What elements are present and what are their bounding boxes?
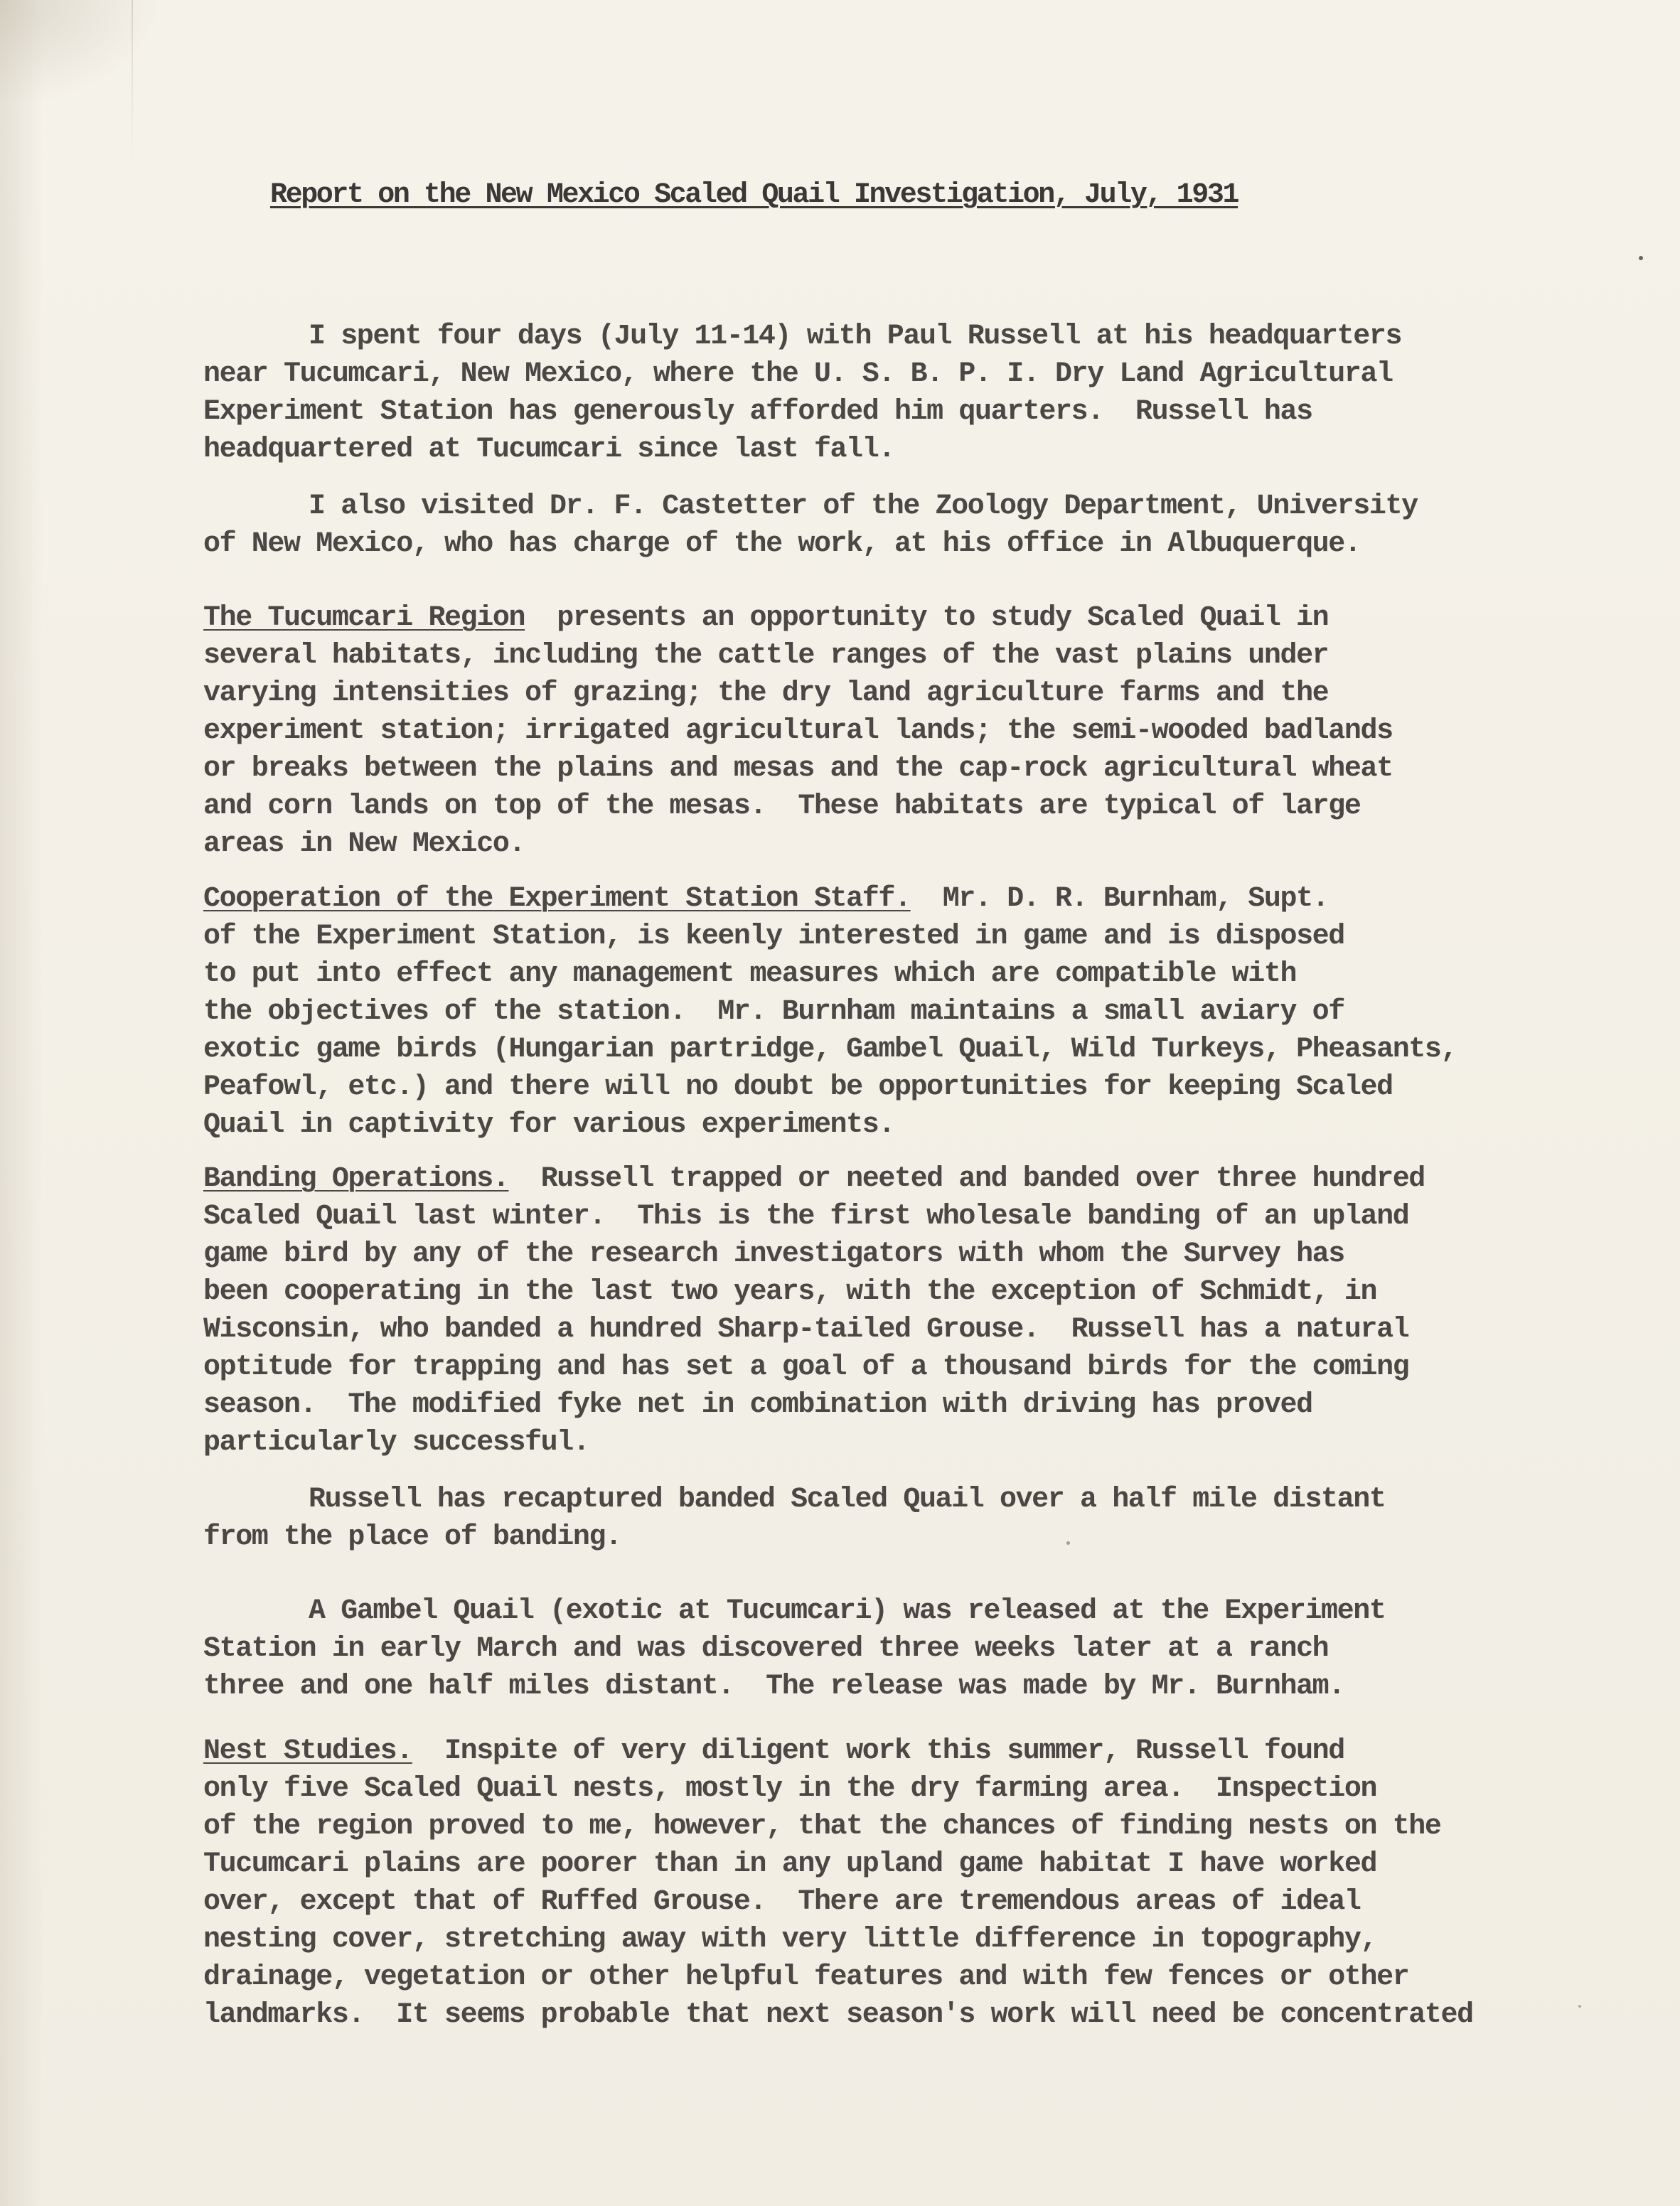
paragraph-line: Russell has recaptured banded Scaled Quail over a half mile distant — [309, 1484, 1386, 1516]
paragraph-line: experiment station; irrigated agricultural lands; the semi-wooded badlands — [203, 715, 1393, 747]
paragraph-line: or breaks between the plains and mesas and the cap-rock agricultural wheat — [203, 753, 1393, 785]
section-heading-cooperation: Cooperation of the Experiment Station Staff. — [203, 883, 911, 915]
paragraph-line: of the Experiment Station, is keenly interested in game and is disposed — [203, 921, 1344, 953]
paragraph-line: the objectives of the station. Mr. Burnham maintains a small aviary of — [203, 996, 1344, 1028]
paper-speck — [1066, 1541, 1070, 1545]
paragraph-line: of New Mexico, who has charge of the work, at his office in Albuquerque. — [203, 528, 1361, 560]
paragraph-nest-studies — [203, 1733, 1618, 2034]
paragraph-tucumcari-region — [203, 599, 1618, 863]
paragraph-line: I also visited Dr. F. Castetter of the Zoology Department, University — [309, 491, 1418, 523]
paragraph-recapture — [203, 1481, 1618, 1556]
section-heading-banding: Banding Operations. — [203, 1163, 509, 1195]
paragraph-line: Quail in captivity for various experiments. — [203, 1109, 894, 1141]
paragraph-line: only five Scaled Quail nests, mostly in the dry farming area. Inspection — [203, 1773, 1377, 1805]
paragraph-line: three and one half miles distant. The release was made by Mr. Burnham. — [203, 1671, 1344, 1703]
paragraph-line: and corn lands on top of the mesas. These habitats are typical of large — [203, 791, 1361, 823]
paper-crease — [132, 0, 133, 164]
paragraph-line: Scaled Quail last winter. This is the first wholesale banding of an upland — [203, 1201, 1409, 1233]
paragraph-line: Peafowl, etc.) and there will no doubt be opportunities for keeping Scaled — [203, 1071, 1393, 1103]
paragraph-line: headquartered at Tucumcari since last fall. — [203, 434, 894, 466]
paragraph-line: landmarks. It seems probable that next season's work will need be concentrated — [203, 1999, 1473, 2031]
section-heading-tucumcari-region: The Tucumcari Region — [203, 602, 525, 634]
paragraph-line: I spent four days (July 11-14) with Paul Russell at his headquarters — [309, 321, 1402, 353]
paragraph-line: been cooperating in the last two years, with the exception of Schmidt, in — [203, 1276, 1377, 1308]
paragraph-line: Experiment Station has generously afforded him quarters. Russell has — [203, 396, 1312, 428]
paragraph-banding-operations — [203, 1160, 1618, 1462]
paragraph-line: The Tucumcari Region presents an opportunity to study Scaled Quail in — [203, 602, 1329, 634]
section-heading-nest-studies: Nest Studies. — [203, 1735, 412, 1767]
paragraph-intro — [203, 318, 1618, 468]
paragraph-line: varying intensities of grazing; the dry land agriculture farms and the — [203, 678, 1329, 710]
paragraph-line: to put into effect any management measures which are compatible with — [203, 958, 1297, 990]
paragraph-line: A Gambel Quail (exotic at Tucumcari) was released at the Experiment — [309, 1595, 1386, 1627]
paragraph-line: exotic game birds (Hungarian partridge, Gambel Quail, Wild Turkeys, Pheasants, — [203, 1034, 1457, 1066]
paragraph-line: of the region proved to me, however, that the chances of finding nests on the — [203, 1811, 1441, 1843]
paragraph-line: Nest Studies. Inspite of very diligent work this summer, Russell found — [203, 1735, 1344, 1767]
paragraph-line: Station in early March and was discovered three weeks later at a ranch — [203, 1633, 1329, 1665]
paragraph-station-cooperation — [203, 880, 1618, 1144]
paragraph-line: particularly successful. — [203, 1427, 589, 1459]
paragraph-line: near Tucumcari, New Mexico, where the U. S. B. P. I. Dry Land Agricultural — [203, 358, 1393, 390]
paragraph-line: optitude for trapping and has set a goal of a thousand birds for the coming — [203, 1351, 1409, 1383]
paragraph-castetter-visit — [203, 488, 1618, 563]
paragraph-line: from the place of banding. — [203, 1521, 621, 1553]
paragraph-line: drainage, vegetation or other helpful features and with few fences or other — [203, 1961, 1409, 1993]
paragraph-line: areas in New Mexico. — [203, 828, 525, 860]
paragraph-line: several habitats, including the cattle ranges of the vast plains under — [203, 640, 1329, 672]
paragraph-gambel-quail — [203, 1592, 1618, 1706]
paragraph-line: over, except that of Ruffed Grouse. There are tremendous areas of ideal — [203, 1886, 1361, 1918]
paragraph-line: Tucumcari plains are poorer than in any upland game habitat I have worked — [203, 1848, 1377, 1880]
paragraph-line: Cooperation of the Experiment Station Staff. Mr. D. R. Burnham, Supt. — [203, 883, 1329, 915]
paragraph-line: season. The modified fyke net in combination with driving has proved — [203, 1389, 1312, 1421]
paragraph-line: nesting cover, stretching away with very little difference in topography, — [203, 1924, 1377, 1956]
paragraph-line: Banding Operations. Russell trapped or neeted and banded over three hundred — [203, 1163, 1425, 1195]
paper-fold-shadow — [0, 0, 164, 107]
paragraph-line: Wisconsin, who banded a hundred Sharp-tailed Grouse. Russell has a natural — [203, 1314, 1409, 1346]
report-title: Report on the New Mexico Scaled Quail Investigation, July, 1931 — [270, 179, 1238, 211]
paper-speck — [1639, 256, 1643, 260]
paper-speck — [1578, 2005, 1581, 2008]
paragraph-line: game bird by any of the research investigators with whom the Survey has — [203, 1238, 1344, 1270]
